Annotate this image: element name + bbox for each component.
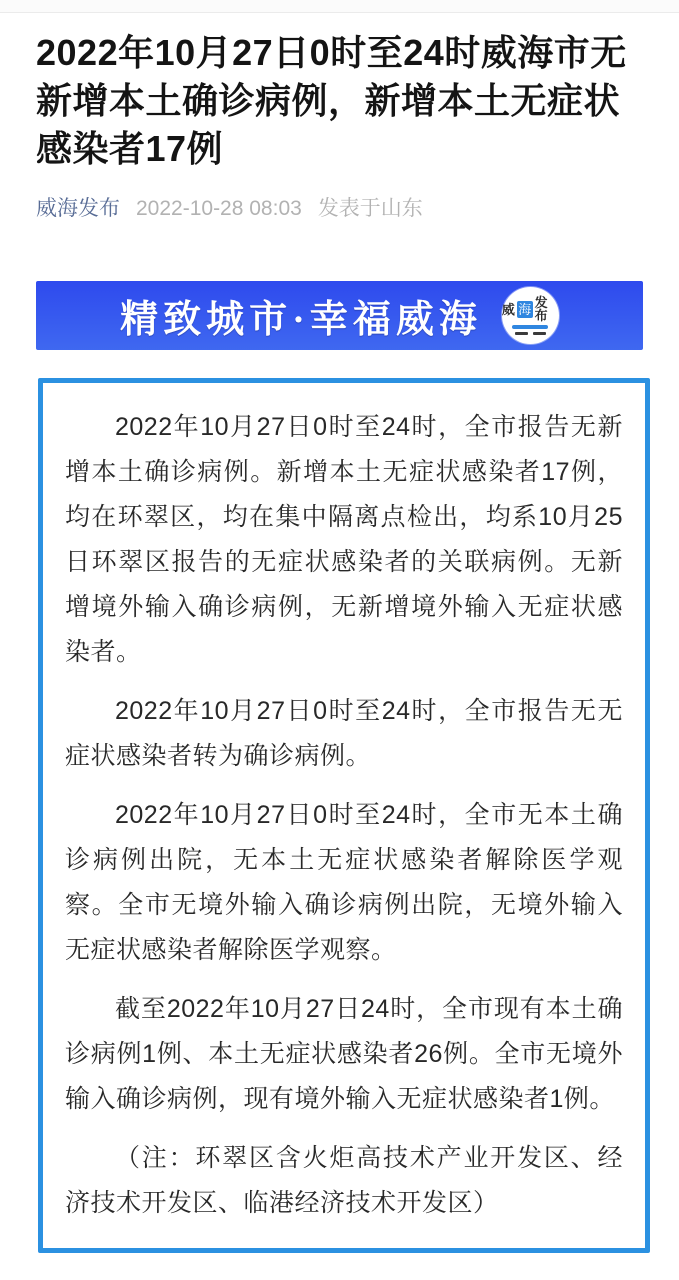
logo-char-hai: 海 (518, 301, 532, 317)
article-title: 2022年10月27日0时至24时威海市无新增本土确诊病例，新增本土无症状感染者17例 (36, 32, 627, 169)
top-divider-strip (0, 0, 679, 13)
article-paragraph: 2022年10月27日0时至24时，全市无本土确诊病例出院，无本土无症状感染者解除医学观察。全市无境外输入确诊病例出院，无境外输入无症状感染者解除医学观察。 (65, 801, 623, 964)
article-paragraph: 2022年10月27日0时至24时，全市报告无无症状感染者转为确诊病例。 (65, 697, 623, 770)
article-paragraph: 2022年10月27日0时至24时，全市报告无新增本土确诊病例。新增本土无症状感染者17例，均在环翠区，均在集中隔离点检出，均系10月25日环翠区报告的无症状感染者的关联病例。无新增境外输入确诊病例，无新增境外输入无症状感染者。 (65, 413, 623, 666)
header-banner-image (36, 281, 643, 350)
logo-text-row (502, 296, 559, 322)
article-paragraph: （注：环翠区含火炬高技术产业开发区、经济技术开发区、临港经济技术开发区） (65, 1144, 623, 1217)
logo-fine-print (515, 332, 546, 335)
logo-blue-bar (512, 325, 548, 329)
publish-location: 发表于山东 (317, 197, 423, 220)
article-body-box (38, 378, 650, 1253)
banner-slogan: 精致城市·幸福威海 (120, 299, 482, 341)
article-paragraph: 截至2022年10月27日24时，全市现有本土确诊病例1例、本土无症状感染者26例。全市无境外输入确诊病例，现有境外输入无症状感染者1例。 (65, 995, 623, 1113)
logo-char-wei: 威 (501, 301, 515, 317)
article-meta (36, 195, 643, 223)
article-page (0, 29, 679, 1253)
weihai-fabu-logo (502, 287, 559, 344)
publish-timestamp: 2022-10-28 08:03 (136, 197, 302, 220)
logo-chars-fabu: 发布 (534, 295, 548, 323)
author-link[interactable]: 威海发布 (36, 197, 120, 220)
